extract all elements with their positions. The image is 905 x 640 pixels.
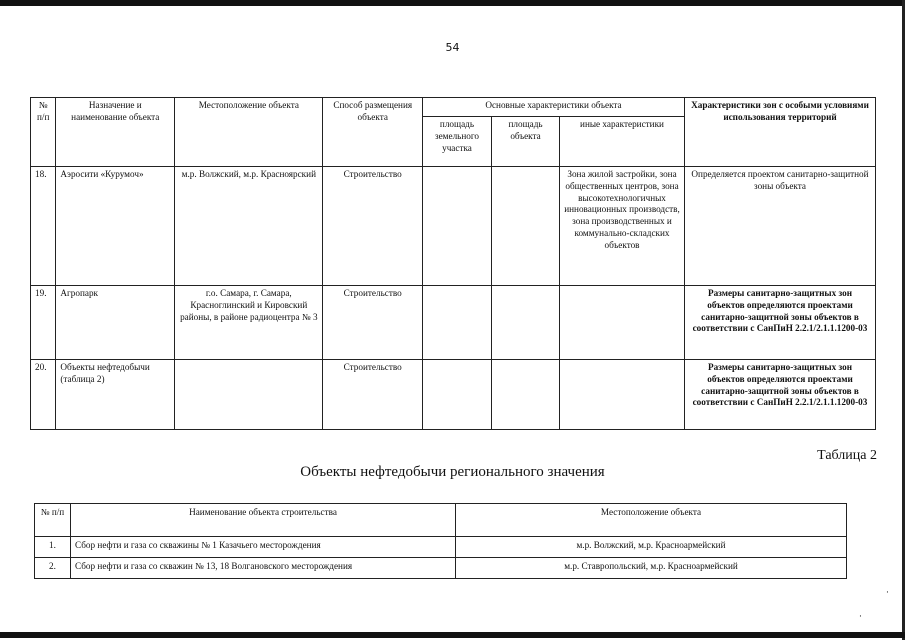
row-other [560,286,685,360]
row-method: Строительство [323,286,423,360]
row-location: м.р. Волжский, м.р. Красноармейский [456,537,847,558]
row-num: 18. [31,167,56,286]
header-num: № п/п [35,504,71,537]
row-area-land [422,360,491,430]
row-name: Сбор нефти и газа со скважин № 13, 18 Волгановского месторождения [71,558,456,579]
header-main-characteristics: Основные характеристики объекта [422,98,684,117]
header-location: Местоположение объекта [456,504,847,537]
table-row [31,167,876,286]
top-border [0,0,905,6]
header-other: иные характеристики [560,117,685,167]
header-zones: Характеристики зон с особыми условиями использования территорий [684,98,875,167]
row-zones: Размеры санитарно-защитных зон объектов определяются проектами санитарно-защитной зоны объектов в соответствии с СанПиН 2.2.1/2.1.1.1200-03 [684,286,875,360]
objects-table [30,97,876,430]
row-location: г.о. Самара, г. Самара, Красноглинский и Кировский районы, в районе радиоцентра № 3 [175,286,323,360]
header-method: Способ размещения объекта [323,98,423,167]
table-row [31,286,876,360]
table2-title: Объекты нефтедобычи регионального значения [300,464,605,480]
row-name: Аэросити «Курумоч» [56,167,175,286]
row-name: Объекты нефтедобычи (таблица 2) [56,360,175,430]
row-other: Зона жилой застройки, зона общественных центров, зона высокотехнологичных инновационных производств, зона производственных и коммунально-складских объектов [560,167,685,286]
header-name: Назначение и наименование объекта [56,98,175,167]
row-zones: Размеры санитарно-защитных зон объектов определяются проектами санитарно-защитной зоны объектов в соответствии с СанПиН 2.2.1/2.1.1.1200-03 [684,360,875,430]
header-name: Наименование объекта строительства [71,504,456,537]
table2-header-row [35,504,847,537]
row-area-object [492,167,560,286]
scan-speck: · [859,612,862,622]
table-row [35,537,847,558]
row-area-object [492,286,560,360]
row-area-object [492,360,560,430]
row-area-land [422,167,491,286]
row-other [560,360,685,430]
row-location: м.р. Ставропольский, м.р. Красноармейский [456,558,847,579]
scan-speck: · [886,588,889,598]
header-area-land: площадь земельного участка [422,117,491,167]
row-location [175,360,323,430]
table1-header-row [31,98,876,117]
header-num: № п/п [31,98,56,167]
table-row [31,360,876,430]
oil-objects-table [34,503,847,579]
row-num: 2. [35,558,71,579]
row-method: Строительство [323,167,423,286]
row-location: м.р. Волжский, м.р. Красноярский [175,167,323,286]
bottom-border [0,632,905,638]
row-name: Сбор нефти и газа со скважины № 1 Казачьего месторождения [71,537,456,558]
row-num: 19. [31,286,56,360]
header-location: Местоположение объекта [175,98,323,167]
row-area-land [422,286,491,360]
table2-label: Таблица 2 [817,448,877,463]
header-area-object: площадь объекта [492,117,560,167]
row-num: 20. [31,360,56,430]
table-row [35,558,847,579]
row-zones: Определяется проектом санитарно-защитной зоны объекта [684,167,875,286]
row-num: 1. [35,537,71,558]
row-method: Строительство [323,360,423,430]
row-name: Агропарк [56,286,175,360]
page-number: 54 [445,41,460,54]
